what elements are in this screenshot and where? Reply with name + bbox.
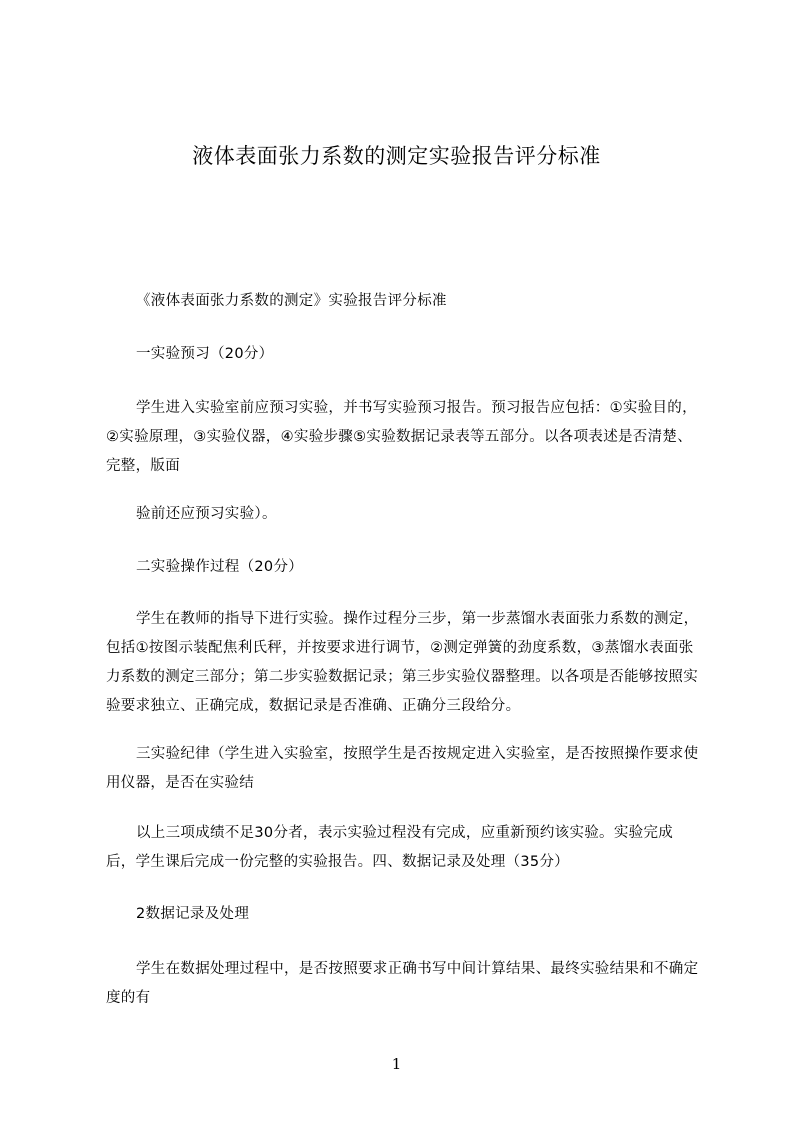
subtitle-paragraph: 《液体表面张力系数的测定》实验报告评分标准 [136,293,447,309]
section-heading-operation: 二实验操作过程（20分） [136,559,304,575]
paragraph-preview: 学生进入实验室前应预习实验，并书写实验预习报告。预习报告应包括：①实验目的，②实验原理，③实验仪器，④实验步骤⑤实验数据记录表等五部分。以各项表述是否清楚、完整，版面 [106,400,697,474]
page-number: 1 [391,1055,402,1073]
section-heading-preview: 一实验预习（20分） [136,346,274,362]
paragraph-preview-continued: 验前还应预习实验）。 [136,506,277,522]
paragraph-operation: 学生在教师的指导下进行实验。操作过程分三步，第一步蒸馏水表面张力系数的测定，包括①按图示装配焦利氏秤，并按要求进行调节，②测定弹簧的劲度系数，③蒸馏水表面张力系数的测定三部分；第二步实验数据记录；第三步实验仪器整理。以各项是否能够按照实验要求独立、正确完成，数据记录是否准确、正确分三段给分。 [106,611,699,714]
document-title: 液体表面张力系数的测定实验报告评分标准 [192,144,601,168]
paragraph-score-note: 以上三项成绩不足30分者，表示实验过程没有完成，应重新预约该实验。实验完成后，学生课后完成一份完整的实验报告。四、数据记录及处理（35分） [106,825,674,870]
paragraph-data-processing: 学生在数据处理过程中，是否按照要求正确书写中间计算结果、最终实验结果和不确定度的有 [106,961,699,1006]
paragraph-discipline: 三实验纪律（学生进入实验室，按照学生是否按规定进入实验室，是否按照操作要求使用仪器，是否在实验结 [106,746,699,791]
section-heading-data: 2数据记录及处理 [136,906,250,922]
